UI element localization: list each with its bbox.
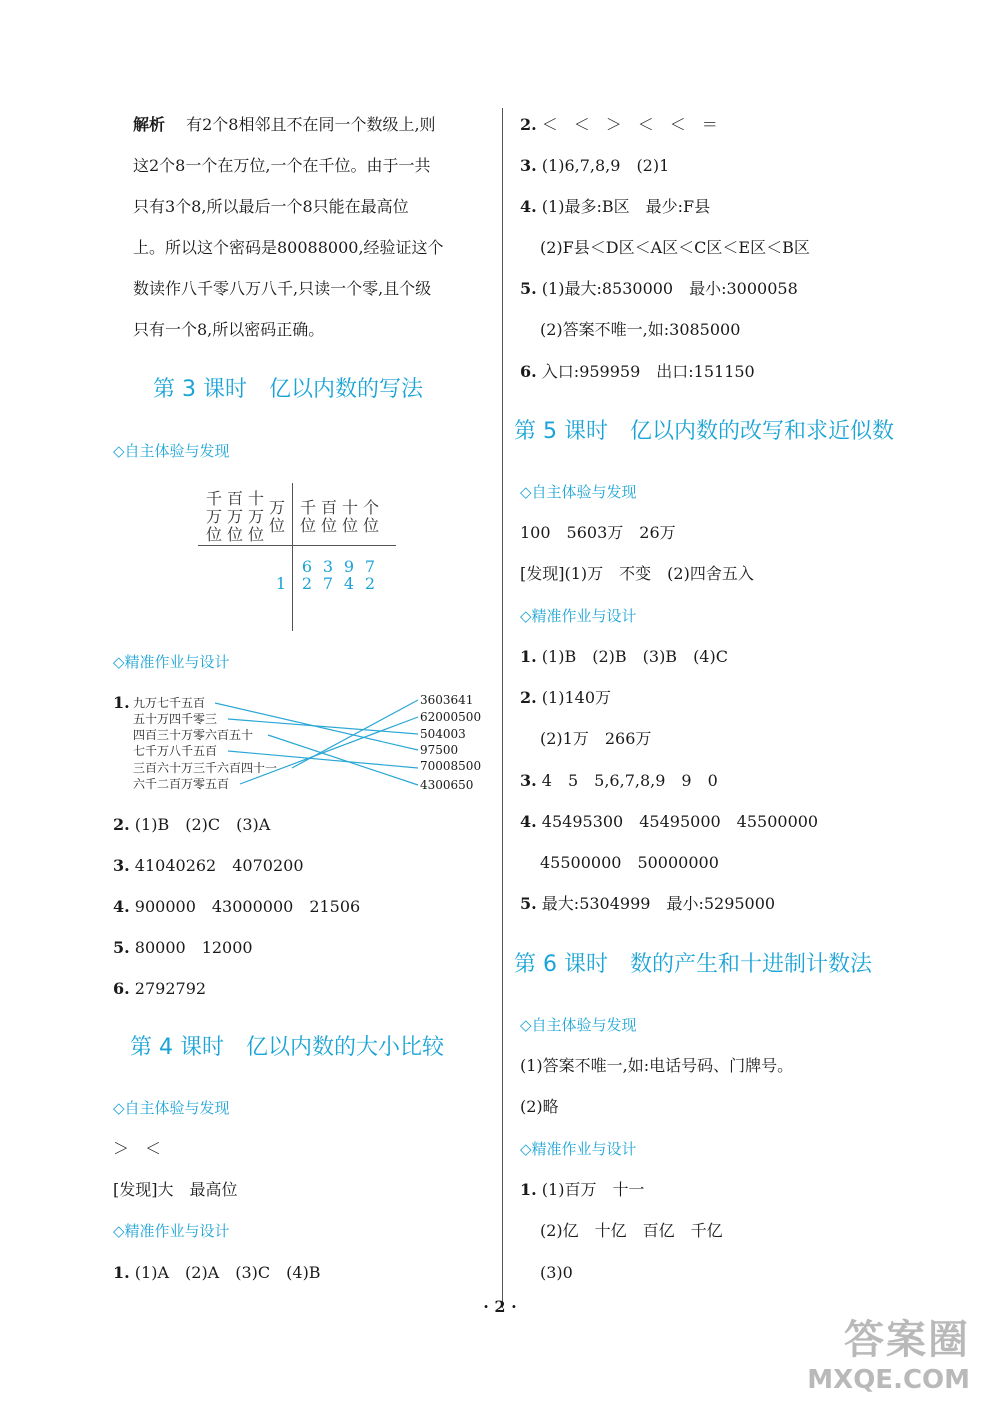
lesson5-sub-homework: ◇精准作业与设计 [520,607,637,625]
analysis-label: 解析 [133,115,166,134]
digit: 1 [275,574,287,593]
match-left-item: 六千二百万零五百 [133,777,230,791]
lesson5-title: 第 5 课时 亿以内数的改写和求近似数 [514,419,894,444]
match-line [228,719,418,734]
lesson3-sub-homework: ◇精准作业与设计 [113,653,230,671]
match-line [268,735,418,785]
match-left-item: 三百六十万三千六百四十一 [133,761,278,775]
lesson5-line1: 100 5603万 26万 [520,523,676,542]
col-qian: 千位 [299,498,316,535]
match-left-item: 四百三十万零六百五十 [133,728,254,742]
match-right-item: 504003 [420,727,466,741]
match-left-item: 七千万八千五百 [133,744,218,758]
lesson5-answer: 1. (1)B (2)B (3)B (4)C [520,647,728,666]
watermark-url: MXQE.COM [807,1365,970,1395]
lesson3-sub-explore: ◇自主体验与发现 [113,442,230,460]
digit: 7 [322,574,334,593]
lesson6-answer: (2)亿 十亿 百亿 千亿 [540,1221,723,1240]
lesson6-answer: 1. (1)百万 十一 [520,1180,645,1199]
analysis-line-5: 数读作八千零八万八千,只读一个零,且个级 [133,279,432,298]
matching-num: 1. [113,693,130,712]
lesson5-line2: [发现](1)万 不变 (2)四舍五入 [520,564,754,583]
answer-line: (2)答案不唯一,如:3085000 [540,320,741,339]
answer-line: 6. 入口:959959 出口:151150 [520,362,755,381]
lesson4-sub-explore: ◇自主体验与发现 [113,1099,230,1117]
col-shi: 十位 [341,498,358,535]
col-qianwan: 千万位 [205,489,222,544]
lesson3-answer: 6. 2792792 [113,979,207,998]
digit: 3 [322,557,334,576]
lesson5-answer: 5. 最大:5304999 最小:5295000 [520,894,776,913]
lesson3-answer: 3. 41040262 4070200 [113,856,304,875]
lesson6-line1: (1)答案不唯一,如:电话号码、门牌号。 [520,1056,794,1075]
analysis-line-3: 只有3个8,所以最后一个8只能在最高位 [133,197,409,216]
answer-line: 2. ＜ ＜ ＞ ＜ ＜ ＝ [520,115,718,134]
lesson6-line2: (2)略 [520,1097,559,1116]
lesson5-sub-explore: ◇自主体验与发现 [520,483,637,501]
answer-line: 3. (1)6,7,8,9 (2)1 [520,156,670,175]
lesson4-line1: ＞ ＜ [113,1139,162,1158]
lesson4-sub-homework: ◇精准作业与设计 [113,1222,230,1240]
digit: 6 [301,557,313,576]
watermark-logo: 答案圈 [844,1317,970,1363]
match-left-item: 九万七千五百 [133,696,206,710]
match-right-item: 70008500 [420,759,482,773]
lesson6-sub-homework: ◇精准作业与设计 [520,1140,637,1158]
lesson3-answer: 2. (1)B (2)C (3)A [113,815,271,834]
lesson6-answer: (3)0 [540,1263,573,1282]
lesson5-answer: 3. 4 5 5,6,7,8,9 9 0 [520,771,718,790]
lesson3-answer: 4. 900000 43000000 21506 [113,897,361,916]
digit: 7 [364,557,376,576]
lesson6-title: 第 6 课时 数的产生和十进制计数法 [514,952,872,977]
lesson4-title: 第 4 课时 亿以内数的大小比较 [130,1035,444,1060]
answer-line: 5. (1)最大:8530000 最小:3000058 [520,279,798,298]
col-baiwan: 百万位 [226,489,243,544]
lesson5-answer: 4. 45495300 45495000 45500000 [520,812,819,831]
lesson5-answer: (2)1万 266万 [540,729,652,748]
page-number: · 2 · [483,1297,517,1316]
analysis-line-6: 只有一个8,所以密码正确。 [133,320,325,339]
col-wan: 万位 [268,498,285,535]
col-ge: 个位 [362,498,379,535]
col-shiwan: 十万位 [247,489,264,544]
answer-line: (2)F县＜D区＜A区＜C区＜E区＜B区 [540,238,810,257]
analysis-line-4: 上。所以这个密码是80088000,经验证这个 [133,238,444,257]
digit: 2 [364,574,376,593]
lesson3-title: 第 3 课时 亿以内数的写法 [153,377,423,402]
lesson6-sub-explore: ◇自主体验与发现 [520,1016,637,1034]
lesson3-answer: 5. 80000 12000 [113,938,253,957]
col-bai: 百位 [320,498,337,535]
digit: 9 [343,557,355,576]
match-right-item: 62000500 [420,710,482,724]
match-left-item: 五十万四千零三 [133,712,218,726]
answer-line: 4. (1)最多:B区 最少:F县 [520,197,711,216]
match-right-item: 3603641 [420,693,474,707]
analysis-line-1: 解析 有2个8相邻且不在同一个数级上,则 [133,115,436,134]
match-right-item: 4300650 [420,778,474,792]
lesson4-answer: 1. (1)A (2)A (3)C (4)B [113,1263,321,1282]
lesson5-answer: 45500000 50000000 [540,853,719,872]
watermark [807,1308,970,1395]
lesson4-line2: [发现]大 最高位 [113,1180,238,1199]
lesson5-answer: 2. (1)140万 [520,688,612,707]
digit: 4 [343,574,355,593]
analysis-line-2: 这2个8一个在万位,一个在千位。由于一共 [133,156,431,175]
digit: 2 [301,574,313,593]
match-right-item: 97500 [420,743,459,757]
